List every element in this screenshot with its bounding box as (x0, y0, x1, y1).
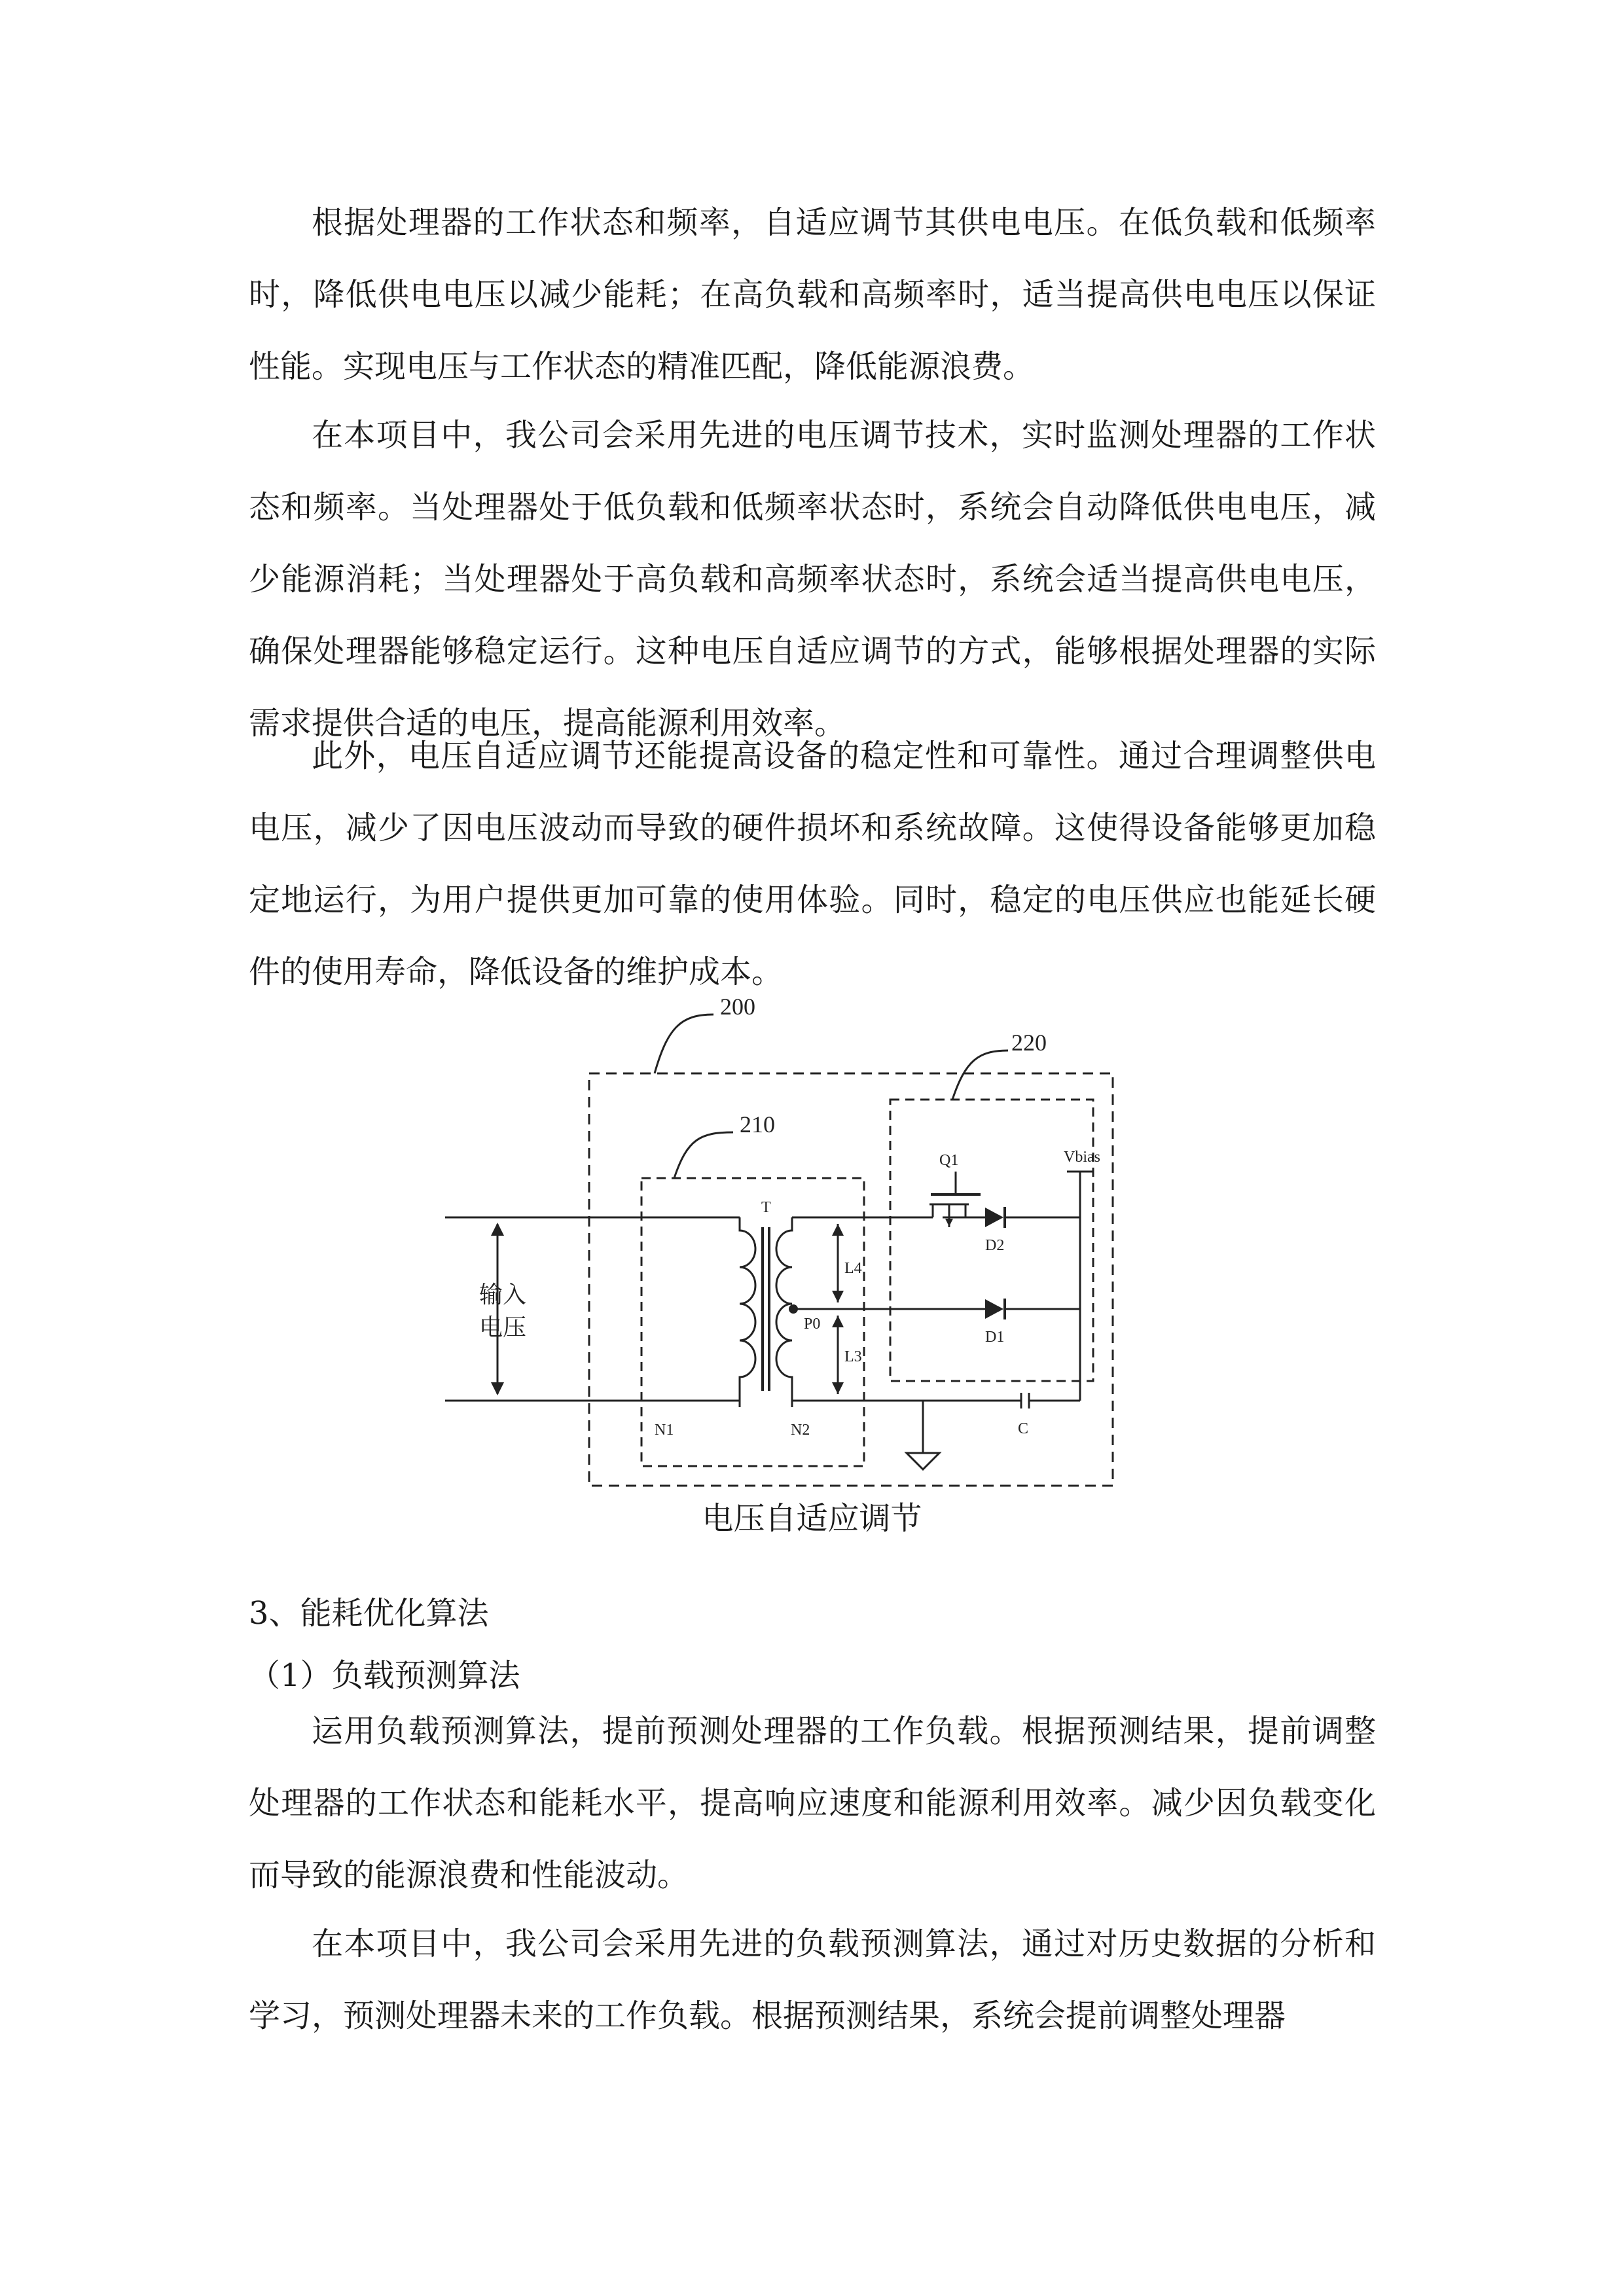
paragraph-load-prediction: 运用负载预测算法，提前预测处理器的工作负载。根据预测结果，提前调整处理器的工作状态和能耗水平，提高响应速度和能源利用效率。减少因负载变化而导致的能源浪费和性能波动。 (249, 1713, 1376, 1893)
label-c: C (1018, 1420, 1029, 1437)
label-n2: N2 (791, 1422, 810, 1439)
ground-symbol (907, 1453, 939, 1469)
diode-d2-symbol (985, 1208, 1003, 1227)
paragraph-stability: 此外，电压自适应调节还能提高设备的稳定性和可靠性。通过合理调整供电电压，减少了因电压波动而导致的硬件损坏和系统故障。这使得设备能够更加稳定地运行，为用户提供更加可靠的使用体验。同时，稳定的电压供应也能延长硬件的使用寿命，降低设备的维护成本。 (249, 738, 1376, 990)
input-arrow-down (491, 1382, 504, 1395)
label-n1: N1 (655, 1422, 674, 1439)
label-vbias: Vbias (1064, 1149, 1100, 1166)
label-l4: L4 (844, 1260, 862, 1277)
label-l3: L3 (844, 1348, 862, 1365)
label-input-voltage-line2: 电压 (479, 1314, 527, 1341)
diode-d1-symbol (985, 1299, 1003, 1319)
input-arrow-up (491, 1223, 504, 1236)
label-q1: Q1 (939, 1152, 959, 1169)
paragraph-project-load-prediction: 在本项目中，我公司会采用先进的负载预测算法，通过对历史数据的分析和学习，预测处理器未来的工作负载。根据预测结果，系统会提前调整处理器 (249, 1926, 1376, 2034)
label-200: 200 (720, 994, 755, 1020)
block-210-box (641, 1178, 864, 1466)
voltage-adaptive-circuit-diagram (432, 975, 1178, 1525)
label-d1: D1 (985, 1329, 1005, 1346)
label-d2: D2 (985, 1237, 1005, 1254)
paragraph-voltage-adaptive: 根据处理器的工作状态和频率，自适应调节其供电电压。在低负载和低频率时，降低供电电压以减少能耗；在高负载和高频率时，适当提高供电电压以保证性能。实现电压与工作状态的精准匹配，降低能源浪费。 (249, 204, 1376, 385)
subsection-heading-load-prediction: （1）负载预测算法 (249, 1657, 520, 1694)
figure-caption: 电压自适应调节 (702, 1500, 922, 1537)
label-220: 220 (1011, 1030, 1047, 1056)
section-heading-energy-optimization: 3、能耗优化算法 (249, 1595, 489, 1632)
label-t: T (761, 1199, 771, 1216)
label-210: 210 (740, 1111, 775, 1138)
label-input-voltage-line1: 输入 (479, 1282, 527, 1308)
paragraph-project-voltage: 在本项目中，我公司会采用先进的电压调节技术，实时监测处理器的工作状态和频率。当处理器处于低负载和低频率状态时，系统会自动降低供电电压，减少能源消耗；当处理器处于高负载和高频率状态时，系统会适当提高供电电压，确保处理器能够稳定运行。这种电压自适应调节的方式，能够根据处理器的实际需求提供合适的电压，提高能源利用效率。 (249, 417, 1376, 742)
label-p0: P0 (804, 1316, 821, 1333)
